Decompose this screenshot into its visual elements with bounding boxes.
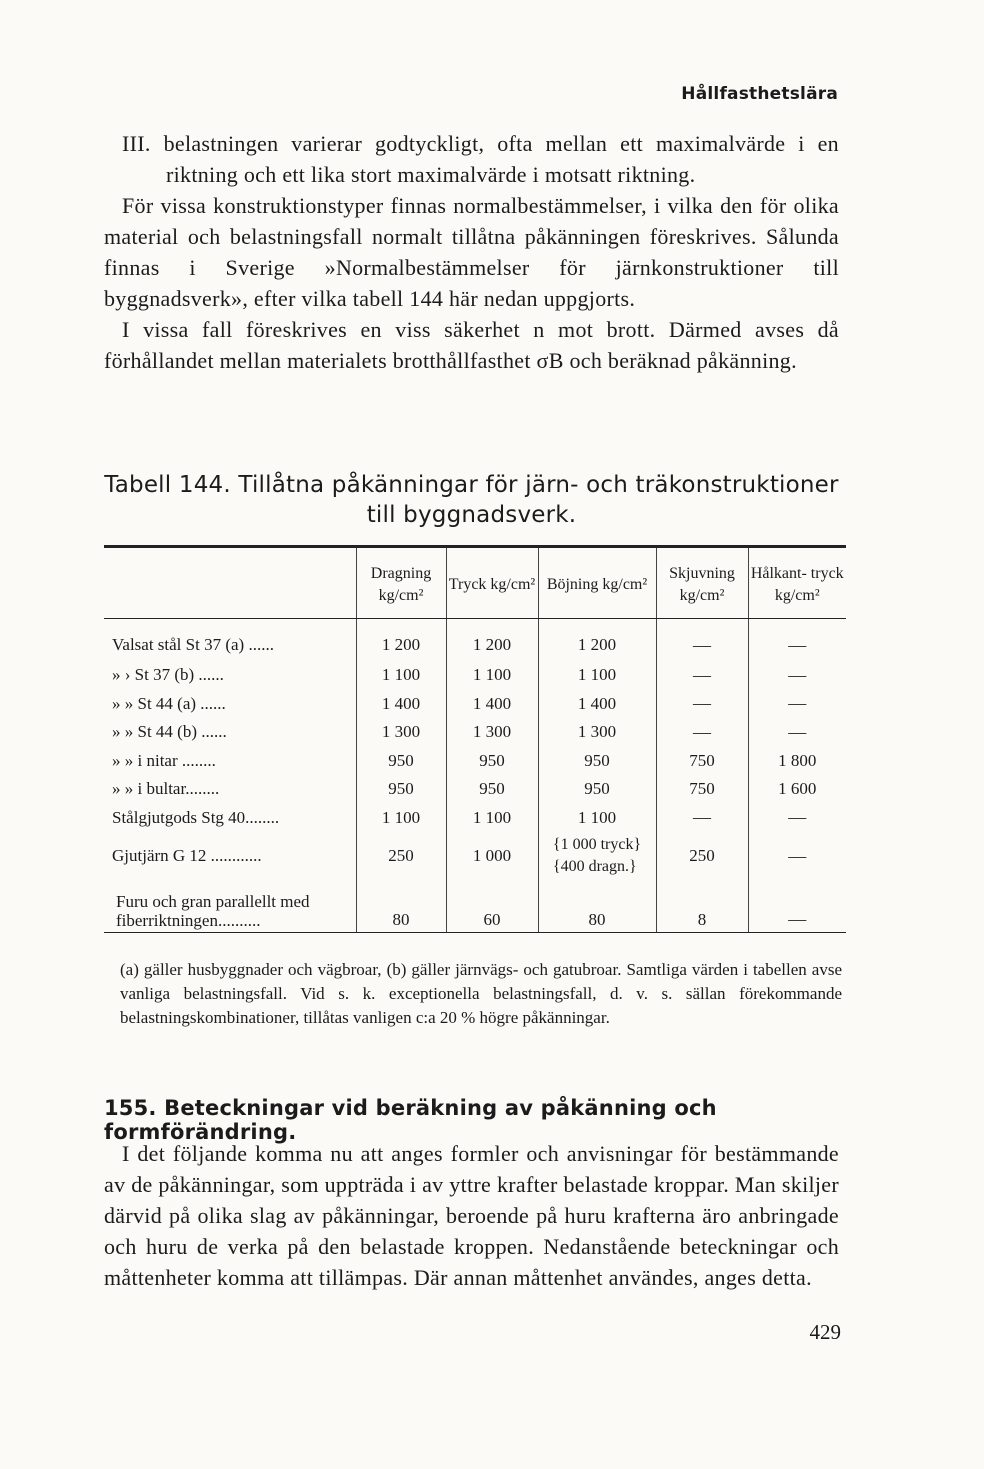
cell-halkant: 1 800 bbox=[748, 747, 846, 776]
cell-bojning: 1 100 bbox=[538, 661, 656, 690]
cell-skjuvning: 250 bbox=[656, 832, 748, 880]
cell-dragning: 1 200 bbox=[356, 619, 446, 662]
table-row bbox=[104, 775, 846, 804]
running-head: Hållfasthetslära bbox=[681, 84, 838, 104]
intro-paragraph-2: För vissa konstruktionstyper finnas normalbestämmelser, i vilka den för olika material och belastningsfall normalt tillåtna påkänningen föreskrives. Sålunda finnas i Sverige »Normalbestämmelser för järnkonstruktioner till byggnadsverk», efter vilka tabell 144 här nedan uppgjorts. bbox=[104, 193, 839, 311]
bojning-dragn: 400 dragn. bbox=[560, 858, 629, 875]
row-label: Valsat stål St 37 (a) ...... bbox=[112, 635, 274, 654]
cell-tryck: 1 300 bbox=[446, 718, 538, 747]
page-number: 429 bbox=[809, 1320, 841, 1344]
cell-skjuvning: — bbox=[656, 804, 748, 833]
row-label: » » St 44 (b) ...... bbox=[112, 722, 227, 742]
cell-halkant: — bbox=[748, 718, 846, 747]
cell-halkant: 1 600 bbox=[748, 775, 846, 804]
table-footnote: (a) gäller husbyggnader och vägbroar, (b) gäller järnvägs- och gatubroar. Samtliga värden i tabellen avse vanliga belastningsfall. Vid s. k. exceptionella belastningsfall, d. v. s. sällan förekommande belastningskombinationer, tillåtas vanligen c:a 20 % högre påkänningar. bbox=[120, 960, 842, 1027]
cell-dragning: 1 100 bbox=[356, 661, 446, 690]
cell-skjuvning: 750 bbox=[656, 747, 748, 776]
cell-dragning: 1 100 bbox=[356, 804, 446, 833]
intro-text bbox=[104, 128, 839, 376]
cell-bojning-braced bbox=[538, 832, 656, 880]
cell-dragning: 1 300 bbox=[356, 718, 446, 747]
row-label: » » i bultar........ bbox=[112, 779, 220, 799]
furu-label-line-2: fiberriktningen.......... bbox=[116, 911, 261, 930]
intro-paragraph-3: I vissa fall föreskrives en viss säkerhet n mot brott. Därmed avses då förhållandet mellan materialets brotthållfasthet σB och beräknad påkänning. bbox=[104, 317, 839, 373]
cell-bojning: 1 200 bbox=[538, 619, 656, 662]
cell-dragning: 950 bbox=[356, 775, 446, 804]
row-label: » » i nitar ........ bbox=[112, 750, 216, 770]
table-row-gjutjarn bbox=[104, 832, 846, 880]
table-row bbox=[104, 747, 846, 776]
cell-dragning: 250 bbox=[356, 832, 446, 880]
row-label: Gjutjärn G 12 ............ bbox=[112, 846, 262, 865]
bojning-tryck: 1 000 tryck bbox=[560, 836, 634, 853]
row-label: Stålgjutgods Stg 40........ bbox=[112, 807, 280, 827]
brace-group: {1 000 tryck} {400 dragn.} bbox=[552, 836, 642, 875]
cell-skjuvning: — bbox=[656, 661, 748, 690]
cell-halkant: — bbox=[748, 661, 846, 690]
cell-skjuvning: — bbox=[656, 690, 748, 719]
header-skjuvning: Skjuvning kg/cm² bbox=[656, 548, 748, 619]
table-caption: Tabell 144. Tillåtna påkänningar för järn- och träkonstruktioner till byggnadsverk. bbox=[104, 472, 839, 528]
cell-tryck: 950 bbox=[446, 747, 538, 776]
section-heading-155: 155. Beteckningar vid beräkning av påkänning och formförändring. bbox=[104, 1096, 717, 1144]
cell-skjuvning: 750 bbox=[656, 775, 748, 804]
stress-table bbox=[104, 545, 846, 933]
table-row bbox=[104, 619, 846, 662]
cell-tryck: 1 100 bbox=[446, 804, 538, 833]
cell-tryck: 1 100 bbox=[446, 661, 538, 690]
furu-label-line-1: Furu och gran parallellt med bbox=[116, 892, 310, 911]
header-halkanttryck: Hålkant- tryck kg/cm² bbox=[748, 548, 846, 619]
cell-bojning: 1 400 bbox=[538, 690, 656, 719]
section-155-paragraph: I det följande komma nu att anges formler och anvisningar för bestämmande av de påkänningar, som uppträda i av yttre krafter belastade kroppar. Man skiljer därvid på olika slag av påkänningar, beroende på huru krafterna äro anbringade och huru de verka på den belastade kroppen. Nedanstående beteckningar och måttenheter komma att tillämpas. Där annan måttenhet användes, anges detta. bbox=[104, 1141, 839, 1290]
cell-halkant: — bbox=[748, 619, 846, 662]
cell-tryck: 60 bbox=[446, 880, 538, 933]
section-155-text bbox=[104, 1138, 839, 1293]
cell-halkant: — bbox=[748, 690, 846, 719]
header-tryck: Tryck kg/cm² bbox=[446, 548, 538, 619]
header-blank bbox=[104, 548, 356, 619]
cell-skjuvning: — bbox=[656, 718, 748, 747]
row-label bbox=[104, 880, 356, 933]
cell-halkant: — bbox=[748, 804, 846, 833]
table-row bbox=[104, 661, 846, 690]
cell-tryck: 950 bbox=[446, 775, 538, 804]
row-label: » › St 37 (b) ...... bbox=[112, 665, 224, 685]
cell-bojning: 80 bbox=[538, 880, 656, 933]
table-row bbox=[104, 718, 846, 747]
cell-dragning: 1 400 bbox=[356, 690, 446, 719]
cell-halkant: — bbox=[748, 832, 846, 880]
cell-bojning: 1 300 bbox=[538, 718, 656, 747]
cell-dragning: 950 bbox=[356, 747, 446, 776]
table-row bbox=[104, 690, 846, 719]
cell-skjuvning: 8 bbox=[656, 880, 748, 933]
cell-tryck: 1 400 bbox=[446, 690, 538, 719]
cell-bojning: 950 bbox=[538, 747, 656, 776]
cell-tryck: 1 000 bbox=[446, 832, 538, 880]
cell-skjuvning: — bbox=[656, 619, 748, 662]
cell-bojning: 1 100 bbox=[538, 804, 656, 833]
table-row bbox=[104, 804, 846, 833]
table-144 bbox=[104, 545, 846, 933]
cell-halkant: — bbox=[748, 880, 846, 933]
header-bojning: Böjning kg/cm² bbox=[538, 548, 656, 619]
table-row-furu bbox=[104, 880, 846, 933]
cell-tryck: 1 200 bbox=[446, 619, 538, 662]
intro-paragraph-1: III. belastningen varierar godtyckligt, ofta mellan ett maximalvärde i en riktning och ett lika stort maximalvärde i motsatt riktning. bbox=[122, 131, 839, 187]
cell-dragning: 80 bbox=[356, 880, 446, 933]
header-dragning: Dragning kg/cm² bbox=[356, 548, 446, 619]
row-label: » » St 44 (a) ...... bbox=[112, 693, 226, 713]
cell-bojning: 950 bbox=[538, 775, 656, 804]
